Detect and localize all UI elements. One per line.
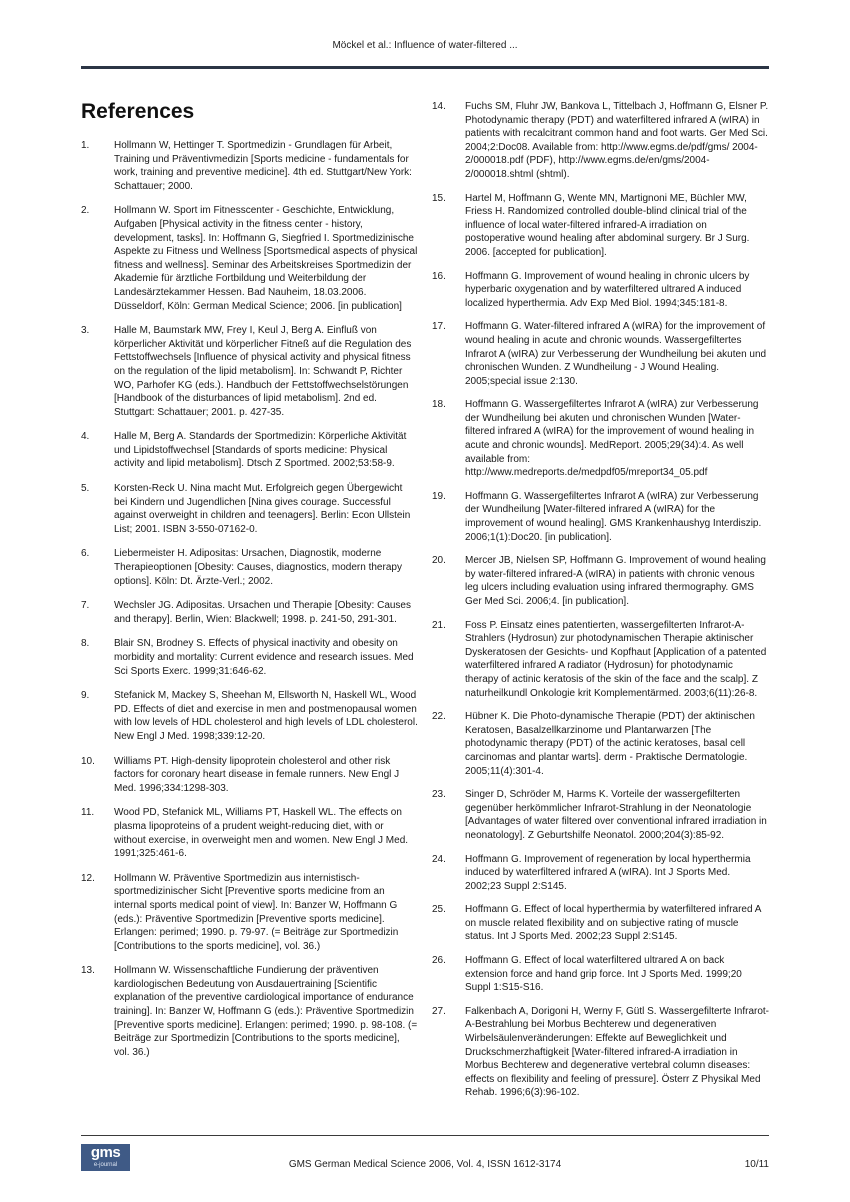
reference-number: 16. [432, 270, 446, 282]
reference-text: Halle M, Berg A. Standards der Sportmedizin: Körperliche Aktivität und Lipidstoffwechsel [Standards of sports medicine: Physical activity and lipid metabolism]. Dtsch Z Sportmed. 2002;53:58-9. [114, 431, 407, 470]
reference-item [81, 482, 418, 536]
reference-item [81, 204, 418, 313]
reference-number: 9. [81, 690, 90, 702]
reference-number: 15. [432, 192, 446, 204]
reference-text: Hoffmann G. Wassergefiltertes Infrarot A (wIRA) zur Verbesserung der Wundheilung bei akuten und chronischen Wunden [Water-filtered infrared A (wIRA) for the improvement of wound healing in acute and chronic wounds]. MedReport. 2005;29(34):4. As well available from: http://www.medreports.de/medpdf05/mreport34_05.pdf [465, 399, 759, 479]
references-column-left [81, 100, 418, 1070]
reference-text: Hollmann W. Wissenschaftliche Fundierung der präventiven kardiologischen Bedeutung von Ausdauertraining [Scientific explanation of the preventive cardiological importance of endurance training]. In: Banzer W, Hoffmann G (eds.): Präventive Sportmedizin [Preventive sports medicine]. Erlangen: perimed; 1990. p. 98-108. (= Beiträge zur Sportmedizin [Contributions to the sports medicine], vol. 36.) [114, 965, 418, 1058]
reference-text: Hübner K. Die Photo-dynamische Therapie (PDT) der aktinischen Keratosen, Basalzellkarzinome und Plantarwarzen [The photodynamic therapy (PDT) of the actinic keratoses, basal cell carcinomas and plantar warts]. derm - Praktische Dermatologie. 2005;11(4):301-4. [465, 711, 755, 777]
footer-citation: GMS German Medical Science 2006, Vol. 4, ISSN 1612-3174 [288, 1159, 562, 1170]
reference-text: Blair SN, Brodney S. Effects of physical inactivity and obesity on morbidity and mortality: Current evidence and research issues. Med Sci Sports Exerc. 1999;31:646-62. [114, 638, 414, 677]
reference-number: 23. [432, 789, 446, 801]
reference-text: Hoffmann G. Effect of local waterfiltered ultrared A on back extension force and hand grip force. Int J Sports Med. 1999;20 Suppl 1:S15-S16. [465, 955, 742, 994]
reference-item [81, 324, 418, 419]
references-column-right [432, 100, 769, 1110]
reference-text: Hoffmann G. Improvement of wound healing in chronic ulcers by hyperbaric oxygenation and by waterfiltered ultrared A induced localized hyperthermia. Adv Exp Med Biol. 1994;345:181-8. [465, 270, 750, 309]
reference-number: 19. [432, 490, 446, 502]
reference-item [81, 430, 418, 471]
reference-text: Fuchs SM, Fluhr JW, Bankova L, Tittelbach J, Hoffmann G, Elsner P. Photodynamic therapy (PDT) and waterfiltered infrared A (wIRA) in patients with recalcitrant common hand and foot warts. Ger Med Sci. 2004;2:Doc08. Available from: http://www.egms.de/pdf/gms/ 2004-2/000018.pdf (PDF), http://www.egms.de/en/gms/2004-2/000018.shtml (shtml). [465, 101, 769, 180]
reference-item [81, 964, 418, 1059]
reference-item [432, 554, 769, 608]
reference-text: Hoffmann G. Improvement of regeneration by local hyperthermia induced by waterfiltered infrared A (wIRA). Int J Sports Med. 2002;23 Suppl 2:S145. [465, 853, 751, 892]
reference-item [81, 547, 418, 588]
reference-text: Wood PD, Stefanick ML, Williams PT, Haskell WL. The effects on plasma lipoproteins of a prudent weight-reducing diet, with or without exercise, in overweight men and women. New Engl J Med. 1991;325:461-6. [114, 807, 409, 860]
reference-text: Hollmann W. Präventive Sportmedizin aus internistisch-sportmedizinischer Sicht [Preventive sports medicine from an internal sports medical point of view]. In: Banzer W, Hoffmann G (eds.): Präventive Sportmedizin [Preventive sports medicine]. Erlangen: perimed; 1990. p. 79-97. (= Beiträge zur Sportmedizin [Contributions to the sports medicine], vol. 36.) [114, 872, 399, 952]
reference-item [432, 710, 769, 778]
reference-number: 11. [81, 807, 95, 819]
reference-number: 10. [81, 755, 95, 767]
reference-number: 22. [432, 711, 446, 723]
reference-number: 21. [432, 619, 446, 631]
reference-number: 25. [432, 904, 446, 916]
reference-text: Stefanick M, Mackey S, Sheehan M, Ellsworth N, Haskell WL, Wood PD. Effects of diet and exercise in men and postmenopausal women with low levels of HDL cholesterol and high levels of LDL cholesterol. New Engl J Med. 1998;339:12-20. [114, 690, 418, 742]
reference-item [432, 490, 769, 544]
reference-list-right [432, 100, 769, 1100]
reference-item [432, 100, 769, 182]
reference-text: Hoffmann G. Wassergefiltertes Infrarot A (wIRA) zur Verbesserung der Wundheilung [Water-filtered infrared A (wIRA) for the improvement of wound healing]. GMS Krankenhaushyg Interdiszip. 2006;1(1):Doc20. [in publication]. [465, 490, 762, 543]
reference-text: Hollmann W, Hettinger T. Sportmedizin - Grundlagen für Arbeit, Training und Präventivmedizin [Sports medicine - fundamentals for work, training and preventive medicine]. 4th ed. Stuttgart/New York: Schattauer; 2000. [114, 140, 412, 192]
reference-item [432, 788, 769, 842]
reference-text: Halle M, Baumstark MW, Frey I, Keul J, Berg A. Einfluß von körperlicher Aktivität und körperlicher Fitneß auf die Regulation des Fettstoffwechsels [Influence of physical activity and physical fitness on the regulation of the lipid metabolism]. In: Schwandt P, Richter WO, Parhofer KG (eds.). Handbuch der Fettstoffwechselstörungen [Handbook of the disturbances of lipid metabolism]. 2nd ed. Stuttgart: Schattauer; 2001. p. 427-35. [114, 325, 412, 418]
reference-number: 12. [81, 872, 95, 884]
reference-number: 18. [432, 399, 446, 411]
reference-item [432, 853, 769, 894]
reference-number: 14. [432, 101, 446, 112]
reference-text: Hoffmann G. Water-filtered infrared A (wIRA) for the improvement of wound healing in acute and chronic wounds. Wassergefiltertes Infrarot A (wIRA) zur Verbesserung der Wundheilung bei akuten und chronischen Wunden. Z Wundheilung - J Wound Healing. 2005;special issue 2:130. [465, 321, 767, 387]
page-number: 10/11 [744, 1159, 769, 1170]
reference-list-left [81, 139, 418, 1059]
reference-text: Singer D, Schröder M, Harms K. Vorteile der wassergefilterten gegenüber herkömmlicher Infrarot-Strahlung in der Neonatologie [Advantages of water filtered over conventional infrared irradiation in neonatology]. Z Geburtshilfe Neonatol. 2000;204(3):85-92. [465, 789, 767, 841]
logo-subtext: e-journal [93, 1162, 118, 1168]
reference-number: 5. [81, 483, 90, 495]
reference-text: Hoffmann G. Effect of local hyperthermia by waterfiltered infrared A on muscle related flexibility and on subjective rating of muscle status. Int J Sports Med. 2002;23 Suppl 2:S145. [465, 904, 761, 943]
reference-number: 17. [432, 321, 446, 333]
reference-text: Wechsler JG. Adipositas. Ursachen und Therapie [Obesity: Causes and therapy]. Berlin, Wien: Blackwell; 1998. p. 241-50, 291-301. [114, 600, 411, 625]
reference-text: Korsten-Reck U. Nina macht Mut. Erfolgreich gegen Übergewicht bei Kindern und Jugendlichen [Nina gives courage. Successful against overweight in children and teenagers]. Berlin: Econ Ullstein List; 2001. ISBN 3-550-07162-0. [114, 483, 411, 535]
reference-number: 24. [432, 853, 446, 865]
reference-number: 20. [432, 555, 446, 567]
section-title: References [81, 100, 195, 123]
reference-number: 26. [432, 955, 446, 967]
reference-text: Hartel M, Hoffmann G, Wente MN, Martignoni ME, Büchler MW, Friess H. Randomized controlled double-blind clinical trial of the influence of local water-filtered infrared-A irradiation on postoperative wound healing after abdominal surgery. Br J Surg. 2006. [accepted for publication]. [465, 192, 750, 258]
reference-text: Liebermeister H. Adipositas: Ursachen, Diagnostik, moderne Therapieoptionen [Obesity: Causes, diagnostics, modern therapy options]. Köln: Dt. Ärzte-Verl.; 2002. [114, 548, 402, 587]
footer-rule [81, 1135, 769, 1136]
reference-text: Foss P. Einsatz eines patentierten, wassergefilterten Infrarot-A-Strahlers (Hydrosun) zur photodynamischen Therapie aktinischer Dyskeratosen der Gesichts- und Kopfhaut [Application of a patented waterfiltered infrared A radiator (Hydrosun) for photodynamic therapy of actinic keratosis of the skin of the face and the scalp]. Z naturheilkundl Onkologie krit Komplementärmed. 2003;6(11):26-8. [465, 619, 767, 699]
reference-item [432, 192, 769, 260]
reference-text: Hollmann W. Sport im Fitnesscenter - Geschichte, Entwicklung, Aufgaben [Physical activity in the fitness center - history, development, tasks]. In: Hoffmann G, Siegfried I. Sportmedizinische Aspekte zu Fitness und Wellness [Sportsmedical aspects of physical fitness and wellness]. Seminar des Arbeitskreises Sportmedizin der Akademie für ärztliche Fortbildung und Weiterbildung der Landesärztekammer Hessen. Bad Nauheim, 18.03.2006. Düsseldorf, Köln: German Medical Science; 2006. [in publication] [114, 205, 418, 312]
reference-item [432, 903, 769, 944]
reference-text: Falkenbach A, Dorigoni H, Werny F, Gütl S. Wassergefilterte Infrarot-A-Bestrahlung bei Morbus Bechterew und degenerativen Wirbelsäulenveränderungen: Effekte auf Beweglichkeit und Druckschmerzhaftigkeit [Water-filtered infrared-A irradiation in Morbus Bechterew and degenerative vertebral column diseases: effects on flexibility and feeling of pressure]. Österr Z Physikal Med Rehab. 1996;6(3):96-102. [465, 1005, 770, 1099]
reference-number: 6. [81, 548, 90, 560]
reference-item [432, 1005, 769, 1100]
running-title: Möckel et al.: Influence of water-filtered ... [332, 40, 518, 51]
reference-item [432, 270, 769, 311]
reference-number: 7. [81, 600, 90, 612]
reference-item [81, 755, 418, 796]
reference-text: Williams PT. High-density lipoprotein cholesterol and other risk factors for coronary heart disease in female runners. New Engl J Med. 1996;334:1298-303. [114, 755, 400, 794]
reference-number: 3. [81, 325, 90, 337]
reference-number: 1. [81, 140, 90, 151]
reference-item [81, 689, 418, 743]
reference-number: 8. [81, 638, 90, 650]
header-rule [81, 66, 769, 69]
reference-item [81, 599, 418, 626]
reference-item [81, 139, 418, 193]
logo-text: gms [90, 1144, 121, 1161]
reference-number: 4. [81, 431, 90, 443]
reference-item [432, 398, 769, 480]
reference-item [81, 637, 418, 678]
reference-item [432, 320, 769, 388]
reference-item [432, 619, 769, 701]
reference-item [81, 872, 418, 954]
reference-number: 2. [81, 205, 90, 217]
reference-item [432, 954, 769, 995]
reference-item [81, 806, 418, 860]
reference-number: 13. [81, 965, 95, 977]
reference-text: Mercer JB, Nielsen SP, Hoffmann G. Improvement of wound healing by water-filtered infrared-A (wIRA) in patients with chronic venous leg ulcers including evaluation using infrared thermography. GMS Ger Med Sci. 2006;4. [in publication]. [465, 555, 766, 607]
reference-number: 27. [432, 1005, 446, 1017]
